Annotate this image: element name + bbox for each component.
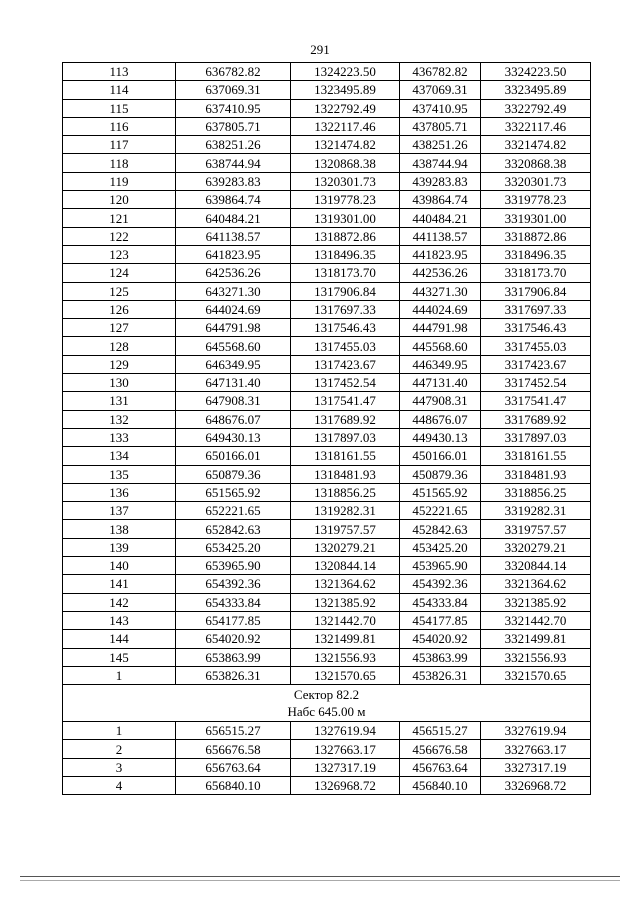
point-number-cell: 121	[63, 209, 176, 227]
point-number-cell: 4	[63, 776, 176, 794]
y-coordinate-cell: 1321556.93	[291, 648, 400, 666]
x-msk-cell: 453425.20	[400, 538, 481, 556]
point-number-cell: 142	[63, 593, 176, 611]
y-msk-cell: 3318173.70	[481, 264, 591, 282]
y-msk-cell: 3321570.65	[481, 666, 591, 684]
x-msk-cell: 449430.13	[400, 428, 481, 446]
table-row	[63, 154, 591, 172]
point-number-cell: 127	[63, 319, 176, 337]
y-coordinate-cell: 1318161.55	[291, 447, 400, 465]
x-msk-cell: 441823.95	[400, 245, 481, 263]
x-coordinate-cell: 653826.31	[176, 666, 291, 684]
table-row	[63, 264, 591, 282]
coordinates-table-body-top	[63, 63, 591, 685]
x-coordinate-cell: 643271.30	[176, 282, 291, 300]
y-msk-cell: 3318856.25	[481, 483, 591, 501]
y-coordinate-cell: 1321442.70	[291, 611, 400, 629]
y-coordinate-cell: 1319282.31	[291, 502, 400, 520]
y-msk-cell: 3319757.57	[481, 520, 591, 538]
table-row	[63, 465, 591, 483]
x-coordinate-cell: 647131.40	[176, 374, 291, 392]
y-coordinate-cell: 1318872.86	[291, 227, 400, 245]
point-number-cell: 119	[63, 172, 176, 190]
table-row	[63, 593, 591, 611]
y-msk-cell: 3321474.82	[481, 136, 591, 154]
x-msk-cell: 453826.31	[400, 666, 481, 684]
y-coordinate-cell: 1318496.35	[291, 245, 400, 263]
y-coordinate-cell: 1319757.57	[291, 520, 400, 538]
point-number-cell: 131	[63, 392, 176, 410]
y-msk-cell: 3317455.03	[481, 337, 591, 355]
table-row	[63, 227, 591, 245]
x-coordinate-cell: 652221.65	[176, 502, 291, 520]
x-coordinate-cell: 637410.95	[176, 99, 291, 117]
x-coordinate-cell: 636782.82	[176, 63, 291, 81]
y-msk-cell: 3322117.46	[481, 117, 591, 135]
x-coordinate-cell: 639864.74	[176, 191, 291, 209]
point-number-cell: 145	[63, 648, 176, 666]
table-row	[63, 483, 591, 501]
y-msk-cell: 3323495.89	[481, 81, 591, 99]
y-msk-cell: 3317697.33	[481, 300, 591, 318]
y-msk-cell: 3327317.19	[481, 758, 591, 776]
table-row	[63, 172, 591, 190]
y-coordinate-cell: 1320844.14	[291, 557, 400, 575]
y-msk-cell: 3318161.55	[481, 447, 591, 465]
x-coordinate-cell: 656676.58	[176, 740, 291, 758]
x-msk-cell: 454020.92	[400, 630, 481, 648]
point-number-cell: 129	[63, 355, 176, 373]
point-number-cell: 139	[63, 538, 176, 556]
table-row	[63, 557, 591, 575]
y-coordinate-cell: 1321474.82	[291, 136, 400, 154]
x-coordinate-cell: 654392.36	[176, 575, 291, 593]
table-row	[63, 740, 591, 758]
coordinates-table-body-bottom	[63, 722, 591, 795]
x-coordinate-cell: 644791.98	[176, 319, 291, 337]
x-coordinate-cell: 654333.84	[176, 593, 291, 611]
y-msk-cell: 3320844.14	[481, 557, 591, 575]
table-row	[63, 117, 591, 135]
y-coordinate-cell: 1326968.72	[291, 776, 400, 794]
x-coordinate-cell: 647908.31	[176, 392, 291, 410]
x-msk-cell: 456515.27	[400, 722, 481, 740]
x-msk-cell: 438744.94	[400, 154, 481, 172]
y-msk-cell: 3320868.38	[481, 154, 591, 172]
y-msk-cell: 3318872.86	[481, 227, 591, 245]
y-msk-cell: 3319301.00	[481, 209, 591, 227]
x-coordinate-cell: 642536.26	[176, 264, 291, 282]
y-coordinate-cell: 1323495.89	[291, 81, 400, 99]
y-msk-cell: 3322792.49	[481, 99, 591, 117]
table-row	[63, 575, 591, 593]
table-row	[63, 722, 591, 740]
x-coordinate-cell: 651565.92	[176, 483, 291, 501]
sector-block	[63, 685, 591, 722]
table-row	[63, 392, 591, 410]
x-coordinate-cell: 653425.20	[176, 538, 291, 556]
y-coordinate-cell: 1321364.62	[291, 575, 400, 593]
y-msk-cell: 3327619.94	[481, 722, 591, 740]
x-coordinate-cell: 650879.36	[176, 465, 291, 483]
y-coordinate-cell: 1318856.25	[291, 483, 400, 501]
y-msk-cell: 3317546.43	[481, 319, 591, 337]
x-coordinate-cell: 638251.26	[176, 136, 291, 154]
y-coordinate-cell: 1317452.54	[291, 374, 400, 392]
x-coordinate-cell: 641823.95	[176, 245, 291, 263]
y-msk-cell: 3317452.54	[481, 374, 591, 392]
point-number-cell: 136	[63, 483, 176, 501]
table-row	[63, 502, 591, 520]
y-msk-cell: 3327663.17	[481, 740, 591, 758]
x-msk-cell: 441138.57	[400, 227, 481, 245]
x-coordinate-cell: 645568.60	[176, 337, 291, 355]
y-coordinate-cell: 1327663.17	[291, 740, 400, 758]
point-number-cell: 118	[63, 154, 176, 172]
y-coordinate-cell: 1320301.73	[291, 172, 400, 190]
x-msk-cell: 445568.60	[400, 337, 481, 355]
point-number-cell: 133	[63, 428, 176, 446]
x-msk-cell: 454392.36	[400, 575, 481, 593]
x-msk-cell: 452221.65	[400, 502, 481, 520]
table-row	[63, 630, 591, 648]
x-coordinate-cell: 653965.90	[176, 557, 291, 575]
y-coordinate-cell: 1318481.93	[291, 465, 400, 483]
point-number-cell: 117	[63, 136, 176, 154]
table-row	[63, 538, 591, 556]
point-number-cell: 137	[63, 502, 176, 520]
x-coordinate-cell: 654177.85	[176, 611, 291, 629]
x-msk-cell: 437805.71	[400, 117, 481, 135]
y-coordinate-cell: 1320868.38	[291, 154, 400, 172]
y-msk-cell: 3318481.93	[481, 465, 591, 483]
x-msk-cell: 438251.26	[400, 136, 481, 154]
point-number-cell: 128	[63, 337, 176, 355]
x-msk-cell: 454333.84	[400, 593, 481, 611]
y-coordinate-cell: 1327619.94	[291, 722, 400, 740]
point-number-cell: 134	[63, 447, 176, 465]
y-msk-cell: 3321385.92	[481, 593, 591, 611]
table-row	[63, 447, 591, 465]
table-row	[63, 319, 591, 337]
table-row	[63, 776, 591, 794]
x-msk-cell: 443271.30	[400, 282, 481, 300]
point-number-cell: 116	[63, 117, 176, 135]
y-msk-cell: 3317541.47	[481, 392, 591, 410]
point-number-cell: 141	[63, 575, 176, 593]
table-row	[63, 63, 591, 81]
x-coordinate-cell: 640484.21	[176, 209, 291, 227]
point-number-cell: 115	[63, 99, 176, 117]
table-row	[63, 758, 591, 776]
x-coordinate-cell: 637805.71	[176, 117, 291, 135]
x-coordinate-cell: 654020.92	[176, 630, 291, 648]
y-coordinate-cell: 1320279.21	[291, 538, 400, 556]
table-row	[63, 648, 591, 666]
x-msk-cell: 454177.85	[400, 611, 481, 629]
y-coordinate-cell: 1317689.92	[291, 410, 400, 428]
y-coordinate-cell: 1317455.03	[291, 337, 400, 355]
x-coordinate-cell: 646349.95	[176, 355, 291, 373]
point-number-cell: 132	[63, 410, 176, 428]
y-coordinate-cell: 1321385.92	[291, 593, 400, 611]
y-msk-cell: 3320279.21	[481, 538, 591, 556]
sector-height-label: Набс 645.00 м	[287, 704, 366, 720]
table-row	[63, 99, 591, 117]
y-coordinate-cell: 1324223.50	[291, 63, 400, 81]
sector-title: Сектор 82.2	[293, 687, 360, 703]
y-msk-cell: 3321499.81	[481, 630, 591, 648]
point-number-cell: 125	[63, 282, 176, 300]
bottom-rule-secondary	[20, 880, 620, 881]
page-number: 291	[310, 42, 330, 57]
y-msk-cell: 3321442.70	[481, 611, 591, 629]
table-row	[63, 245, 591, 263]
point-number-cell: 3	[63, 758, 176, 776]
x-msk-cell: 453863.99	[400, 648, 481, 666]
x-msk-cell: 453965.90	[400, 557, 481, 575]
y-coordinate-cell: 1319301.00	[291, 209, 400, 227]
y-msk-cell: 3326968.72	[481, 776, 591, 794]
x-coordinate-cell: 648676.07	[176, 410, 291, 428]
y-msk-cell: 3317906.84	[481, 282, 591, 300]
point-number-cell: 120	[63, 191, 176, 209]
x-msk-cell: 442536.26	[400, 264, 481, 282]
y-coordinate-cell: 1317906.84	[291, 282, 400, 300]
y-coordinate-cell: 1319778.23	[291, 191, 400, 209]
x-coordinate-cell: 649430.13	[176, 428, 291, 446]
point-number-cell: 2	[63, 740, 176, 758]
table-row	[63, 337, 591, 355]
y-msk-cell: 3321556.93	[481, 648, 591, 666]
point-number-cell: 114	[63, 81, 176, 99]
x-coordinate-cell: 641138.57	[176, 227, 291, 245]
x-msk-cell: 447131.40	[400, 374, 481, 392]
table-row	[63, 136, 591, 154]
point-number-cell: 113	[63, 63, 176, 81]
y-msk-cell: 3321364.62	[481, 575, 591, 593]
y-msk-cell: 3318496.35	[481, 245, 591, 263]
point-number-cell: 130	[63, 374, 176, 392]
y-msk-cell: 3319282.31	[481, 502, 591, 520]
table-row	[63, 191, 591, 209]
y-coordinate-cell: 1321499.81	[291, 630, 400, 648]
y-msk-cell: 3319778.23	[481, 191, 591, 209]
sector-cell	[63, 685, 591, 722]
table-row	[63, 428, 591, 446]
bottom-rule	[20, 876, 620, 877]
y-msk-cell: 3317897.03	[481, 428, 591, 446]
point-number-cell: 143	[63, 611, 176, 629]
y-coordinate-cell: 1322792.49	[291, 99, 400, 117]
x-coordinate-cell: 639283.83	[176, 172, 291, 190]
x-coordinate-cell: 637069.31	[176, 81, 291, 99]
x-msk-cell: 452842.63	[400, 520, 481, 538]
coordinates-table	[62, 62, 591, 795]
y-msk-cell: 3317423.67	[481, 355, 591, 373]
y-coordinate-cell: 1317423.67	[291, 355, 400, 373]
table-row	[63, 374, 591, 392]
y-coordinate-cell: 1317541.47	[291, 392, 400, 410]
point-number-cell: 122	[63, 227, 176, 245]
y-msk-cell: 3324223.50	[481, 63, 591, 81]
y-coordinate-cell: 1317697.33	[291, 300, 400, 318]
x-msk-cell: 436782.82	[400, 63, 481, 81]
x-msk-cell: 437069.31	[400, 81, 481, 99]
table-row	[63, 520, 591, 538]
table-row	[63, 81, 591, 99]
y-msk-cell: 3320301.73	[481, 172, 591, 190]
table-row	[63, 611, 591, 629]
x-coordinate-cell: 656515.27	[176, 722, 291, 740]
x-msk-cell: 439864.74	[400, 191, 481, 209]
point-number-cell: 124	[63, 264, 176, 282]
point-number-cell: 138	[63, 520, 176, 538]
point-number-cell: 123	[63, 245, 176, 263]
x-msk-cell: 444791.98	[400, 319, 481, 337]
y-msk-cell: 3317689.92	[481, 410, 591, 428]
x-msk-cell: 446349.95	[400, 355, 481, 373]
table-row	[63, 209, 591, 227]
x-coordinate-cell: 656840.10	[176, 776, 291, 794]
table-row	[63, 300, 591, 318]
x-msk-cell: 450879.36	[400, 465, 481, 483]
x-coordinate-cell: 656763.64	[176, 758, 291, 776]
y-coordinate-cell: 1322117.46	[291, 117, 400, 135]
x-coordinate-cell: 650166.01	[176, 447, 291, 465]
x-msk-cell: 437410.95	[400, 99, 481, 117]
x-msk-cell: 439283.83	[400, 172, 481, 190]
y-coordinate-cell: 1317897.03	[291, 428, 400, 446]
point-number-cell: 144	[63, 630, 176, 648]
table-row	[63, 666, 591, 684]
x-msk-cell: 456840.10	[400, 776, 481, 794]
x-msk-cell: 448676.07	[400, 410, 481, 428]
point-number-cell: 135	[63, 465, 176, 483]
x-msk-cell: 444024.69	[400, 300, 481, 318]
y-coordinate-cell: 1317546.43	[291, 319, 400, 337]
x-msk-cell: 450166.01	[400, 447, 481, 465]
x-msk-cell: 456763.64	[400, 758, 481, 776]
x-msk-cell: 451565.92	[400, 483, 481, 501]
x-msk-cell: 440484.21	[400, 209, 481, 227]
table-row	[63, 410, 591, 428]
y-coordinate-cell: 1321570.65	[291, 666, 400, 684]
y-coordinate-cell: 1327317.19	[291, 758, 400, 776]
x-coordinate-cell: 644024.69	[176, 300, 291, 318]
table-row	[63, 282, 591, 300]
x-coordinate-cell: 652842.63	[176, 520, 291, 538]
sector-row	[63, 685, 591, 722]
y-coordinate-cell: 1318173.70	[291, 264, 400, 282]
point-number-cell: 1	[63, 722, 176, 740]
point-number-cell: 126	[63, 300, 176, 318]
point-number-cell: 1	[63, 666, 176, 684]
point-number-cell: 140	[63, 557, 176, 575]
table-row	[63, 355, 591, 373]
x-msk-cell: 456676.58	[400, 740, 481, 758]
x-coordinate-cell: 653863.99	[176, 648, 291, 666]
x-coordinate-cell: 638744.94	[176, 154, 291, 172]
x-msk-cell: 447908.31	[400, 392, 481, 410]
